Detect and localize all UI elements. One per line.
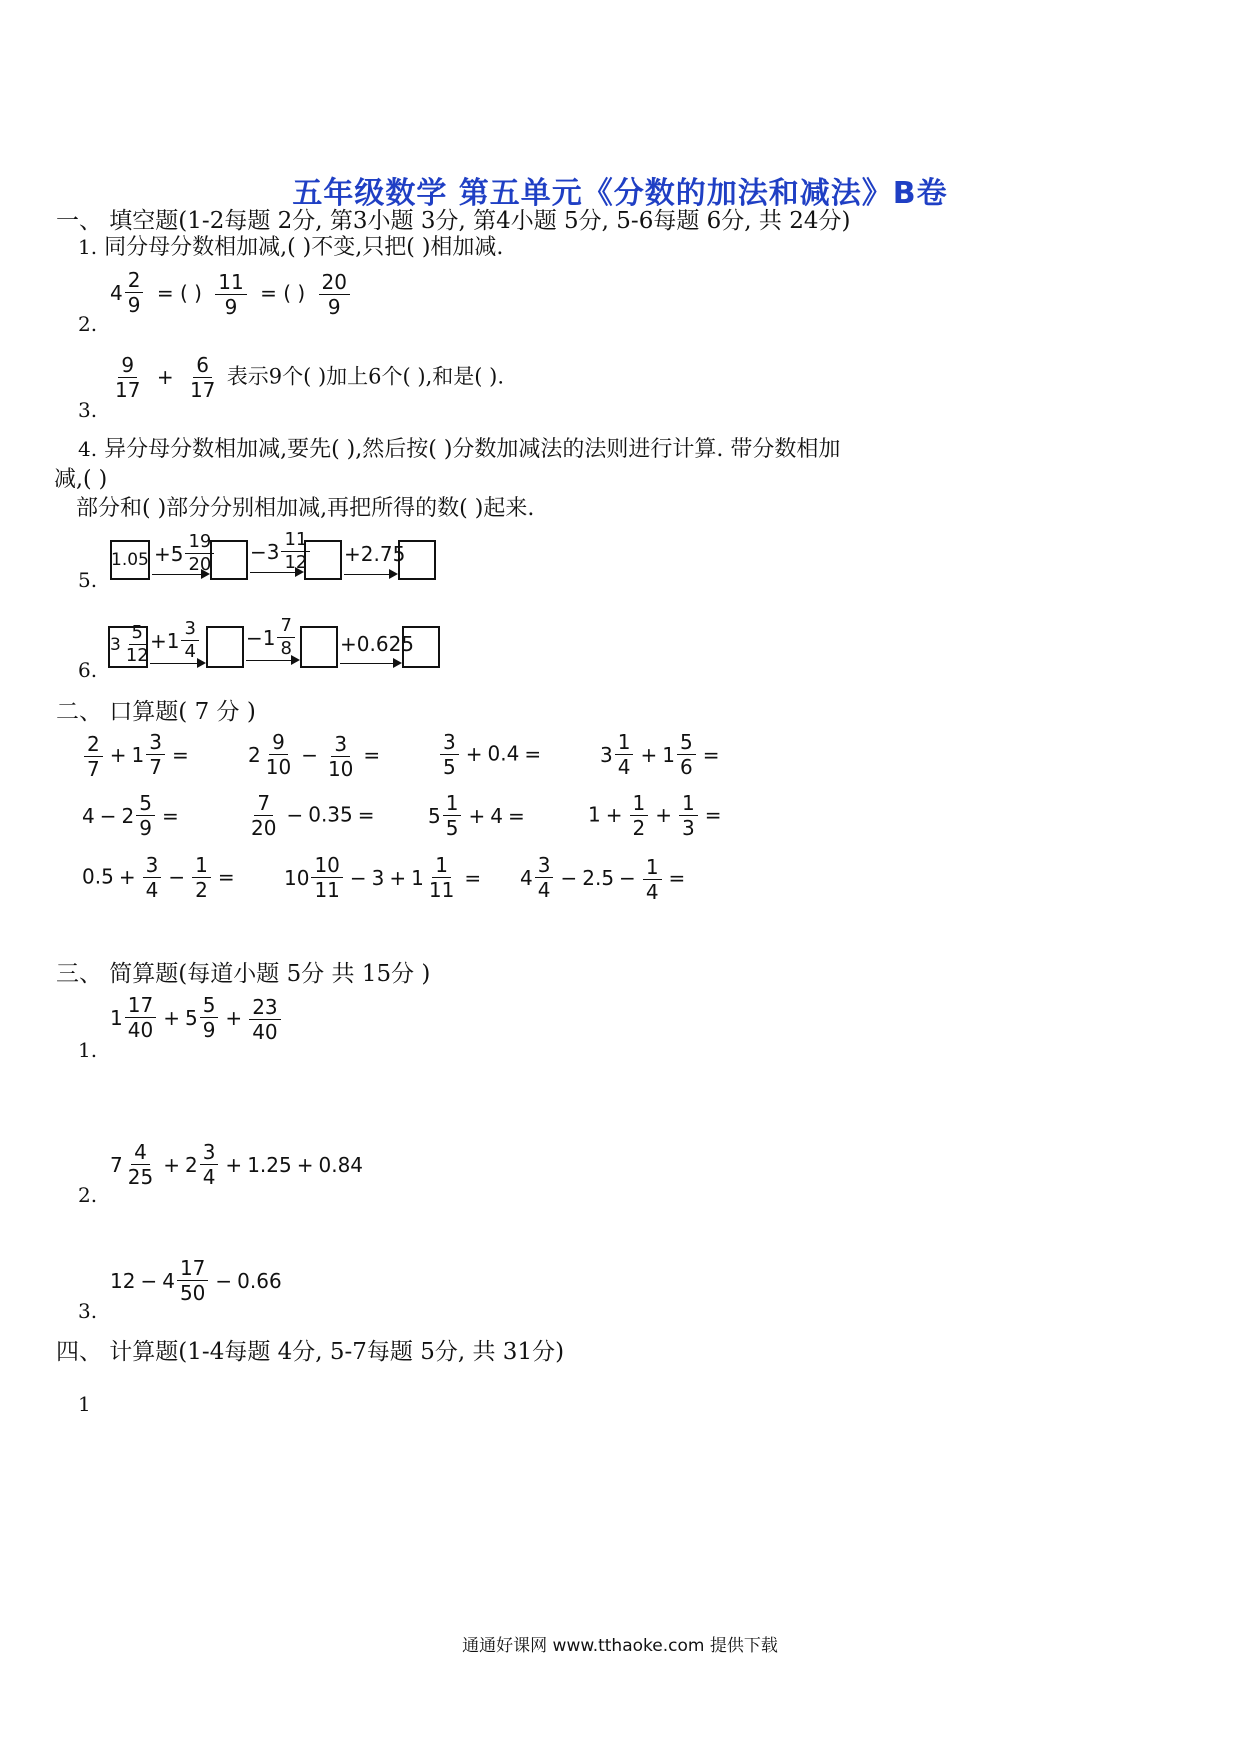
- numerator: 1: [432, 855, 451, 878]
- mixed-number: [132, 732, 167, 778]
- q6-arrow-3: [340, 663, 400, 664]
- operator: +: [640, 743, 658, 767]
- page-title: 五年级数学 第五单元《分数的加法和减法》B卷: [292, 176, 948, 211]
- q5-arrow-3: [344, 574, 396, 575]
- whole-part: 2: [121, 804, 135, 828]
- operator: +: [225, 1006, 243, 1030]
- operator: −: [140, 1269, 158, 1293]
- q5-start-value: 1.05: [111, 550, 149, 570]
- operator: −: [99, 804, 117, 828]
- whole-part: 7: [110, 1153, 123, 1177]
- denominator: 4: [145, 878, 159, 902]
- number: 2.5: [582, 866, 615, 890]
- operator: +: [109, 743, 127, 767]
- operator: −: [215, 1269, 233, 1293]
- operator: =: [704, 802, 722, 827]
- number: 0.5: [82, 864, 114, 889]
- operator: =: [363, 743, 381, 767]
- q6-arrow-2: [246, 660, 298, 661]
- numerator: 1: [679, 793, 698, 816]
- mixed-number: [110, 1142, 158, 1188]
- numerator: 5: [677, 732, 696, 755]
- fraction: [263, 732, 294, 778]
- operator: +: [389, 866, 407, 890]
- fraction: [630, 793, 649, 839]
- denominator: 4: [617, 755, 631, 779]
- denominator: 7: [87, 756, 100, 781]
- operator: =: [464, 866, 482, 890]
- fraction: [200, 995, 219, 1041]
- numerator: 1: [443, 793, 462, 816]
- denominator: 25: [127, 1165, 154, 1189]
- denominator: 11: [428, 878, 455, 902]
- q5-op-2: −3 $\frac{11}{12}$: [250, 531, 312, 573]
- numerator: 9: [269, 732, 288, 755]
- operator: +: [163, 1153, 180, 1177]
- mixed-number: [162, 1258, 210, 1304]
- operator: =: [507, 804, 525, 828]
- q2-frac-2: $\frac{11}{9}$: [215, 272, 246, 318]
- number: 1: [588, 802, 601, 827]
- fraction: [249, 994, 280, 1044]
- fraction: [311, 855, 342, 901]
- denominator: 40: [127, 1018, 154, 1042]
- whole-part: 3: [600, 743, 613, 767]
- numerator: 3: [440, 732, 459, 755]
- fraction: [426, 855, 457, 901]
- q1-number: 1.: [78, 235, 98, 259]
- q6-arrow-1: [150, 663, 204, 664]
- operator: =: [702, 743, 720, 767]
- operator: −: [286, 802, 304, 827]
- operator: +: [655, 802, 672, 827]
- operator: +: [163, 1006, 180, 1030]
- denominator: 50: [179, 1281, 206, 1305]
- mixed-number: [248, 732, 296, 778]
- number: 4: [490, 804, 503, 828]
- s3-q1-expression: [110, 995, 283, 1043]
- numerator: 1: [192, 855, 211, 878]
- mixed-number: [428, 793, 463, 839]
- oral-calc-a2: [248, 732, 385, 780]
- denominator: 3: [682, 816, 695, 840]
- operator: =: [357, 802, 375, 827]
- footer-credit: 通通好课网 www.tthaoke.com 提供下载: [462, 1636, 778, 1656]
- mixed-number: [122, 793, 157, 839]
- q1: [78, 230, 503, 261]
- numerator: 17: [125, 995, 156, 1018]
- oral-calc-b4: [588, 793, 727, 839]
- fraction: [535, 855, 554, 901]
- q6-box-1[interactable]: [206, 626, 244, 668]
- whole-part: 5: [428, 804, 441, 828]
- q5-box-3[interactable]: [398, 540, 436, 580]
- operator: +: [468, 804, 486, 828]
- numerator: 1: [643, 857, 662, 880]
- whole-part: 1: [662, 743, 675, 767]
- whole-part: 5: [184, 1006, 198, 1030]
- fraction: [443, 793, 462, 839]
- q2-expression: [110, 270, 352, 318]
- numerator: 4: [131, 1142, 150, 1165]
- whole-part: 10: [284, 866, 310, 890]
- s3-q3-number: 3.: [78, 1299, 98, 1323]
- section-4-heading: 四、 计算题(1-4每题 4分, 5-7每题 5分, 共 31分): [56, 1339, 565, 1365]
- q5-number: 5.: [78, 568, 98, 592]
- numerator: 3: [331, 734, 350, 757]
- fraction: [84, 731, 103, 781]
- operator: +: [465, 741, 483, 766]
- whole-part: 1: [131, 743, 145, 767]
- mixed-number: [520, 855, 555, 901]
- number: 3: [371, 866, 385, 890]
- q5-arrow-1: [152, 574, 208, 575]
- s3-q2-expression: [110, 1142, 363, 1188]
- denominator: 9: [139, 816, 152, 840]
- operator: +: [118, 864, 136, 889]
- whole-part: 1: [411, 866, 424, 890]
- numerator: 3: [200, 1142, 219, 1165]
- whole-part: 1: [110, 1006, 123, 1030]
- fraction: [136, 793, 155, 839]
- q6-box-2[interactable]: [300, 626, 338, 668]
- s3-q1-number: 1.: [78, 1038, 98, 1062]
- denominator: 2: [195, 878, 208, 902]
- q3-expression: $\frac{9}{17}$ + $\frac{6}{17}$ 表示9个( )加上6个( ),和是( ).: [110, 355, 504, 401]
- q6-op-1: +1 $\frac{3}{4}$: [150, 620, 201, 662]
- s3-q3-expression: [110, 1258, 282, 1304]
- operator: =: [524, 741, 542, 766]
- oral-calc-b2: [246, 793, 380, 839]
- numerator: 3: [143, 855, 162, 878]
- fraction: [146, 732, 165, 778]
- q5-op-3: +2.75: [344, 542, 406, 566]
- oral-calc-b3: [428, 793, 530, 839]
- denominator: 4: [202, 1165, 216, 1189]
- denominator: 10: [265, 755, 292, 779]
- number: 0.66: [237, 1269, 282, 1293]
- whole-part: 2: [248, 743, 261, 767]
- numerator: 5: [200, 995, 219, 1018]
- q3-text: 表示9个( )加上6个( ),和是( ).: [226, 364, 505, 389]
- q6-box-3[interactable]: [402, 626, 440, 668]
- section-2-heading: 二、 口算题( 7 分 ): [56, 699, 256, 725]
- q6-number: 6.: [78, 658, 98, 682]
- denominator: 4: [537, 878, 551, 902]
- fraction: [248, 793, 279, 839]
- numerator: 3: [535, 855, 554, 878]
- denominator: 4: [645, 879, 659, 904]
- s3-q2-number: 2.: [78, 1183, 98, 1207]
- operator: −: [560, 866, 578, 890]
- q3-number: 3.: [78, 398, 98, 422]
- numerator: 2: [84, 734, 103, 757]
- operator: =: [668, 866, 686, 890]
- numerator: 1: [615, 732, 634, 755]
- fraction: [643, 854, 662, 904]
- denominator: 11: [314, 878, 340, 902]
- fraction: [125, 995, 156, 1041]
- denominator: 40: [252, 1019, 278, 1044]
- q2-frac-3: $\frac{20}{9}$: [319, 272, 350, 318]
- whole-part: 2: [184, 1153, 198, 1177]
- q2-eq-1: = ( ): [156, 281, 202, 305]
- operator: −: [168, 864, 186, 889]
- q2-eq-2: = ( ): [260, 281, 306, 305]
- oral-calc-c2: [284, 855, 486, 901]
- numerator: 23: [249, 997, 280, 1020]
- s4-q1-number: 1: [78, 1392, 91, 1416]
- fraction: [440, 732, 459, 778]
- operator: =: [217, 864, 235, 889]
- number: 0.35: [308, 802, 353, 827]
- operator: −: [349, 866, 367, 890]
- numerator: 17: [177, 1258, 208, 1281]
- q4-line-3: 部分和( )部分分别相加减,再把所得的数( )起来.: [76, 496, 535, 521]
- denominator: 2: [632, 816, 646, 840]
- q5-op-1: +5 $\frac{19}{20}$: [154, 533, 216, 575]
- mixed-number: [662, 732, 697, 778]
- q2-whole: 4: [110, 281, 123, 305]
- denominator: 5: [445, 816, 459, 840]
- denominator: 20: [251, 816, 277, 840]
- operator: +: [225, 1153, 243, 1177]
- fraction: [143, 855, 162, 901]
- section-1-heading: 一、 填空题(1-2每题 2分, 第3小题 3分, 第4小题 5分, 5-6每题 6分, 共 24分): [56, 208, 851, 234]
- operator: −: [619, 866, 636, 890]
- mixed-number: [110, 995, 158, 1041]
- numerator: 10: [311, 855, 342, 878]
- oral-calc-a1: [82, 732, 194, 780]
- operator: =: [171, 743, 189, 767]
- number: 0.4: [487, 741, 520, 766]
- q4-line-2: 减,( ): [54, 467, 108, 492]
- mixed-number: [284, 855, 345, 901]
- section-3-heading: 三、 简算题(每道小题 5分 共 15分 ): [56, 961, 431, 987]
- operator: +: [605, 802, 623, 827]
- number: 12: [110, 1269, 136, 1293]
- number: 4: [82, 804, 95, 828]
- q4-line-1: 4. 异分母分数相加减,要先( ),然后按( )分数加减法的法则进行计算. 带分数相加: [78, 437, 841, 462]
- fraction: [177, 1258, 208, 1304]
- mixed-number: [185, 995, 220, 1041]
- operator: =: [161, 804, 179, 828]
- mixed-number: [185, 1142, 220, 1188]
- mixed-number: [411, 855, 459, 901]
- q5-arrow-2: [250, 572, 302, 573]
- whole-part: 4: [520, 866, 533, 890]
- fraction: [677, 732, 696, 778]
- numerator: 1: [630, 793, 649, 816]
- oral-calc-c1: [82, 855, 240, 901]
- oral-calc-c3: [520, 855, 690, 903]
- numerator: 3: [146, 732, 165, 755]
- denominator: 9: [202, 1018, 216, 1042]
- denominator: 6: [679, 755, 693, 779]
- numerator: 7: [254, 793, 273, 816]
- whole-part: 4: [162, 1269, 175, 1293]
- q5-box-1[interactable]: [210, 540, 248, 580]
- denominator: 10: [327, 756, 354, 781]
- fraction: [325, 731, 356, 781]
- fraction: [125, 1142, 156, 1188]
- q6-op-2: −1 $\frac{7}{8}$: [246, 617, 297, 659]
- q2-frac-1: $\frac{2}{9}$: [125, 270, 144, 316]
- q6-op-3: +0.625: [340, 632, 415, 656]
- denominator: 7: [149, 755, 162, 779]
- operator: −: [301, 743, 318, 767]
- fraction: [679, 793, 698, 839]
- oral-calc-b1: [82, 793, 184, 839]
- q3-frac-2: $\frac{6}{17}$: [189, 353, 216, 402]
- denominator: 5: [443, 755, 456, 779]
- mixed-number: [600, 732, 635, 778]
- q6-start-value: 3 $\frac{5}{12}$: [110, 622, 149, 666]
- q1-text: 同分母分数相加减,( )不变,只把( )相加减.: [104, 235, 504, 260]
- numerator: 5: [136, 793, 155, 816]
- fraction: [615, 732, 634, 778]
- fraction: [200, 1142, 219, 1188]
- q3-frac-1: $\frac{9}{17}$: [115, 353, 141, 402]
- fraction: [192, 855, 211, 901]
- oral-calc-a4: [600, 732, 724, 778]
- oral-calc-a3: [438, 732, 546, 778]
- number: 1.25: [247, 1153, 292, 1177]
- number: 0.84: [318, 1153, 364, 1177]
- q2-number: 2.: [78, 312, 98, 336]
- operator: +: [296, 1153, 314, 1177]
- q5-box-2[interactable]: [304, 540, 342, 580]
